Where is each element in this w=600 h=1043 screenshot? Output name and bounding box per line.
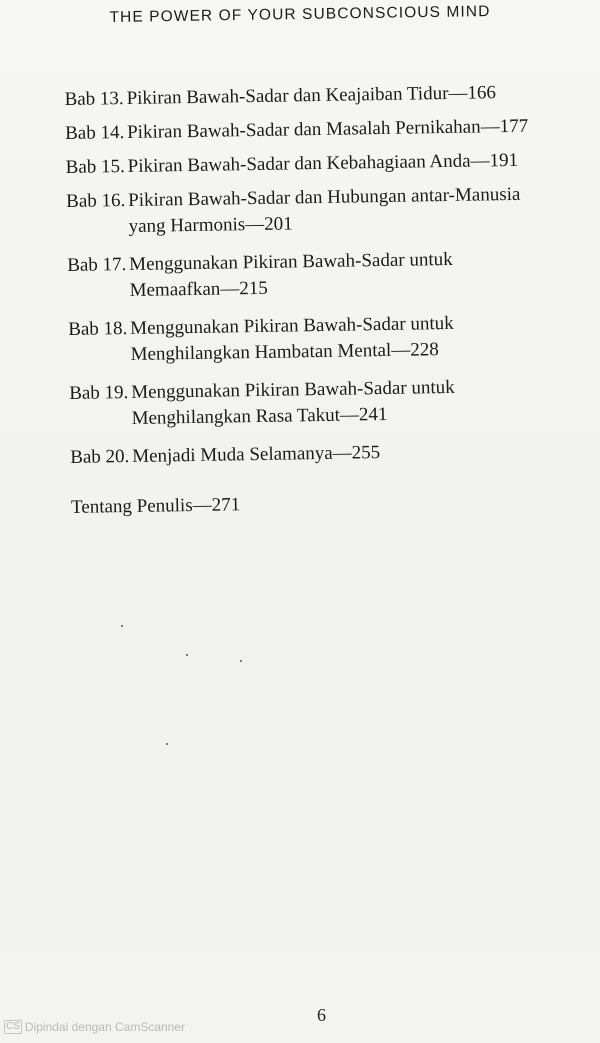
chapter-title-line: Pikiran Bawah-Sadar dan Hubungan antar-Manusia — [128, 183, 521, 212]
chapter-title — [128, 181, 567, 240]
toc-entry-bab-14 — [65, 113, 565, 147]
chapter-title-line: Menggunakan Pikiran Bawah-Sadar untuk — [131, 376, 455, 403]
toc-entry-bab-17 — [67, 245, 568, 305]
chapter-title-line: Pikiran Bawah-Sadar dan Kebahagiaan Anda—191 — [127, 149, 519, 178]
toc-entry-author: Tentang Penulis—271 — [70, 494, 241, 518]
chapter-number: Bab 16. — [66, 190, 126, 212]
chapter-title — [127, 147, 565, 180]
chapter-title-line: Menghilangkan Hambatan Mental—228 — [130, 339, 439, 365]
chapter-number: Bab 20. — [70, 446, 130, 468]
chapter-title — [127, 113, 565, 146]
chapter-title-line: Menggunakan Pikiran Bawah-Sadar untuk — [129, 248, 453, 275]
chapter-title-line: yang Harmonis—201 — [128, 213, 293, 238]
camscanner-icon: CS — [6, 1021, 20, 1032]
scan-speck — [186, 654, 188, 656]
chapter-number: Bab 19. — [69, 382, 129, 404]
chapter-title — [130, 309, 569, 368]
toc-entry-bab-13 — [64, 79, 564, 113]
scanner-watermark — [4, 1020, 185, 1034]
chapter-title-line: Memaafkan—215 — [129, 277, 269, 301]
chapter-title — [132, 437, 570, 470]
watermark-text: Dipindai dengan CamScanner — [24, 1020, 186, 1034]
toc-entry-bab-20 — [70, 437, 570, 471]
chapter-title — [129, 245, 568, 304]
toc-entry-bab-18 — [68, 309, 569, 369]
table-of-contents — [64, 52, 571, 521]
scan-speck — [240, 660, 242, 662]
chapter-title — [126, 79, 564, 112]
chapter-title-line: Menggunakan Pikiran Bawah-Sadar untuk — [130, 312, 454, 339]
toc-entry-bab-16 — [66, 181, 567, 241]
chapter-title-line: Pikiran Bawah-Sadar dan Keajaiban Tidur—166 — [126, 82, 497, 110]
chapter-number: Bab 17. — [67, 254, 127, 276]
chapter-title-line: Pikiran Bawah-Sadar dan Masalah Pernikahan—177 — [126, 115, 529, 144]
running-head: THE POWER OF YOUR SUBCONSCIOUS MIND — [109, 3, 491, 26]
chapter-number: Bab 15. — [65, 156, 125, 178]
chapter-number: Bab 14. — [64, 122, 125, 144]
scan-speck — [166, 743, 168, 745]
chapter-title-line: Menjadi Muda Selamanya—255 — [132, 442, 381, 467]
scan-speck — [121, 625, 123, 627]
chapter-number: Bab 18. — [68, 318, 128, 340]
chapter-number: Bab 13. — [64, 88, 124, 110]
toc-entry-bab-15 — [65, 147, 565, 181]
chapter-title-line: Menghilangkan Rasa Takut—241 — [131, 403, 388, 429]
toc-entry-bab-19 — [69, 373, 570, 433]
chapter-title — [131, 373, 570, 432]
page-number: 6 — [317, 1005, 326, 1025]
